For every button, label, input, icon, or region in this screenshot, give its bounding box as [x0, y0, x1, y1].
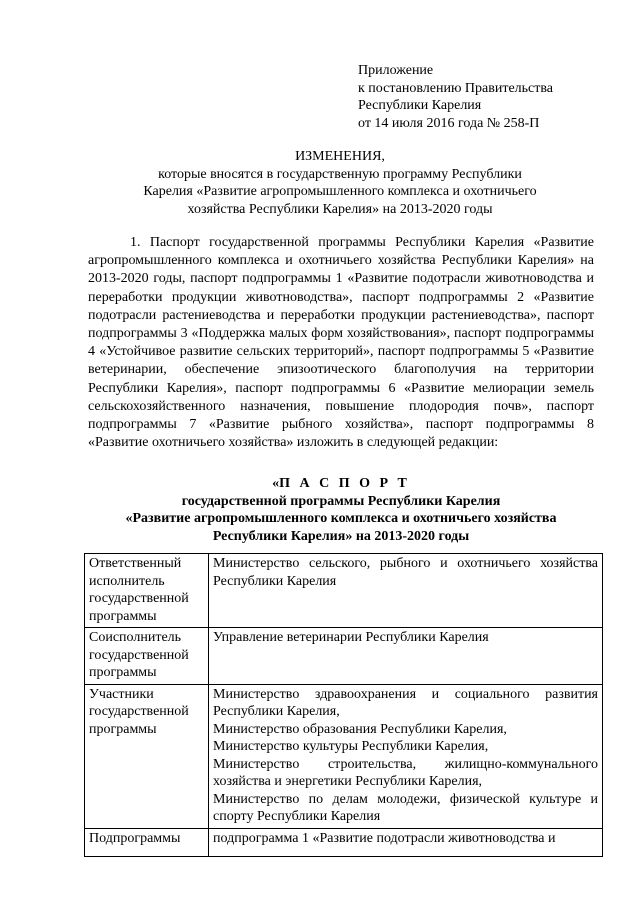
participant-item: Министерство образования Республики Карелия,: [213, 721, 507, 737]
row-label: Подпрограммы: [85, 828, 209, 856]
changes-subtitle-line: которые вносятся в государственную программу Республики: [158, 166, 522, 182]
row-value-list: [209, 684, 603, 828]
passport-title-line: «Развитие агропромышленного комплекса и охотничьего хозяйства: [125, 511, 557, 526]
row-label: Соисполнитель государственной программы: [85, 628, 209, 685]
passport-table: [84, 553, 603, 857]
appendix-line: Приложение: [358, 63, 434, 78]
passport-word: П А С П О Р Т: [279, 476, 410, 491]
changes-subtitle-line: хозяйства Республики Карелия» на 2013-2020 годы: [187, 201, 493, 217]
appendix-line: от 14 июля 2016 года № 258-П: [358, 115, 540, 131]
participant-item: Министерство по делам молодежи, физической культуре и спорту Республики Карелия: [213, 791, 598, 824]
row-value: Управление ветеринарии Республики Карелия: [209, 628, 603, 685]
opening-quote: «: [272, 476, 280, 491]
changes-heading: [88, 148, 592, 218]
row-label: Участники государственной программы: [85, 684, 209, 828]
table-row: [85, 628, 603, 685]
participant-item: Министерство строительства, жилищно-коммунального хозяйства и энергетики Республики Карелия,: [213, 756, 598, 789]
appendix-block: [358, 62, 553, 132]
passport-heading: [88, 475, 594, 545]
row-label: Ответственный исполнитель государственной программы: [85, 554, 209, 628]
table-row: [85, 828, 603, 856]
row-value: подпрограмма 1 «Развитие подотрасли животноводства и: [209, 828, 603, 856]
table-row: [85, 684, 603, 828]
row-value: Министерство сельского, рыбного и охотничьего хозяйства Республики Карелия: [209, 554, 603, 628]
appendix-line: к постановлению Правительства: [358, 80, 554, 96]
changes-subtitle-line: Карелия «Развитие агропромышленного комплекса и охотничьего: [143, 184, 537, 199]
participant-item: Министерство культуры Республики Карелия,: [213, 739, 489, 754]
changes-title: ИЗМЕНЕНИЯ,: [295, 149, 385, 164]
passport-title-line: государственной программы Республики Карелия: [181, 493, 501, 509]
appendix-line: Республики Карелия: [358, 98, 482, 113]
table-row: [85, 554, 603, 628]
participant-item: Министерство здравоохранения и социального развития Республики Карелия,: [213, 686, 598, 719]
body-paragraph: 1. Паспорт государственной программы Республики Карелия «Развитие агропромышленного комплекса и охотничьего хозяйства Республики Карелия» на 2013-2020 годы, паспорт подпрограммы 1 «Развитие подотрасли животноводства и переработки продукции животноводства», паспорт подпрограммы 2 «Развитие подотрасли растениеводства и переработки продукции растениеводства», паспорт подпрограммы 3 «Поддержка малых форм хозяйствования», паспорт подпрограммы 4 «Устойчивое развитие сельских территорий», паспорт подпрограммы 5 «Развитие ветеринарии, обеспечение эпизоотического благополучия на территории Республики Карелия», паспорт подпрограммы 6 «Развитие мелиорации земель сельскохозяйственного назначения, повышение плодородия почв», паспорт подпрограммы 7 «Развитие рыбного хозяйства», паспорт подпрограммы 8 «Развитие охотничьего хозяйства» изложить в следующей редакции:: [88, 235, 594, 451]
passport-title-line: Республики Карелия» на 2013-2020 годы: [212, 528, 470, 544]
